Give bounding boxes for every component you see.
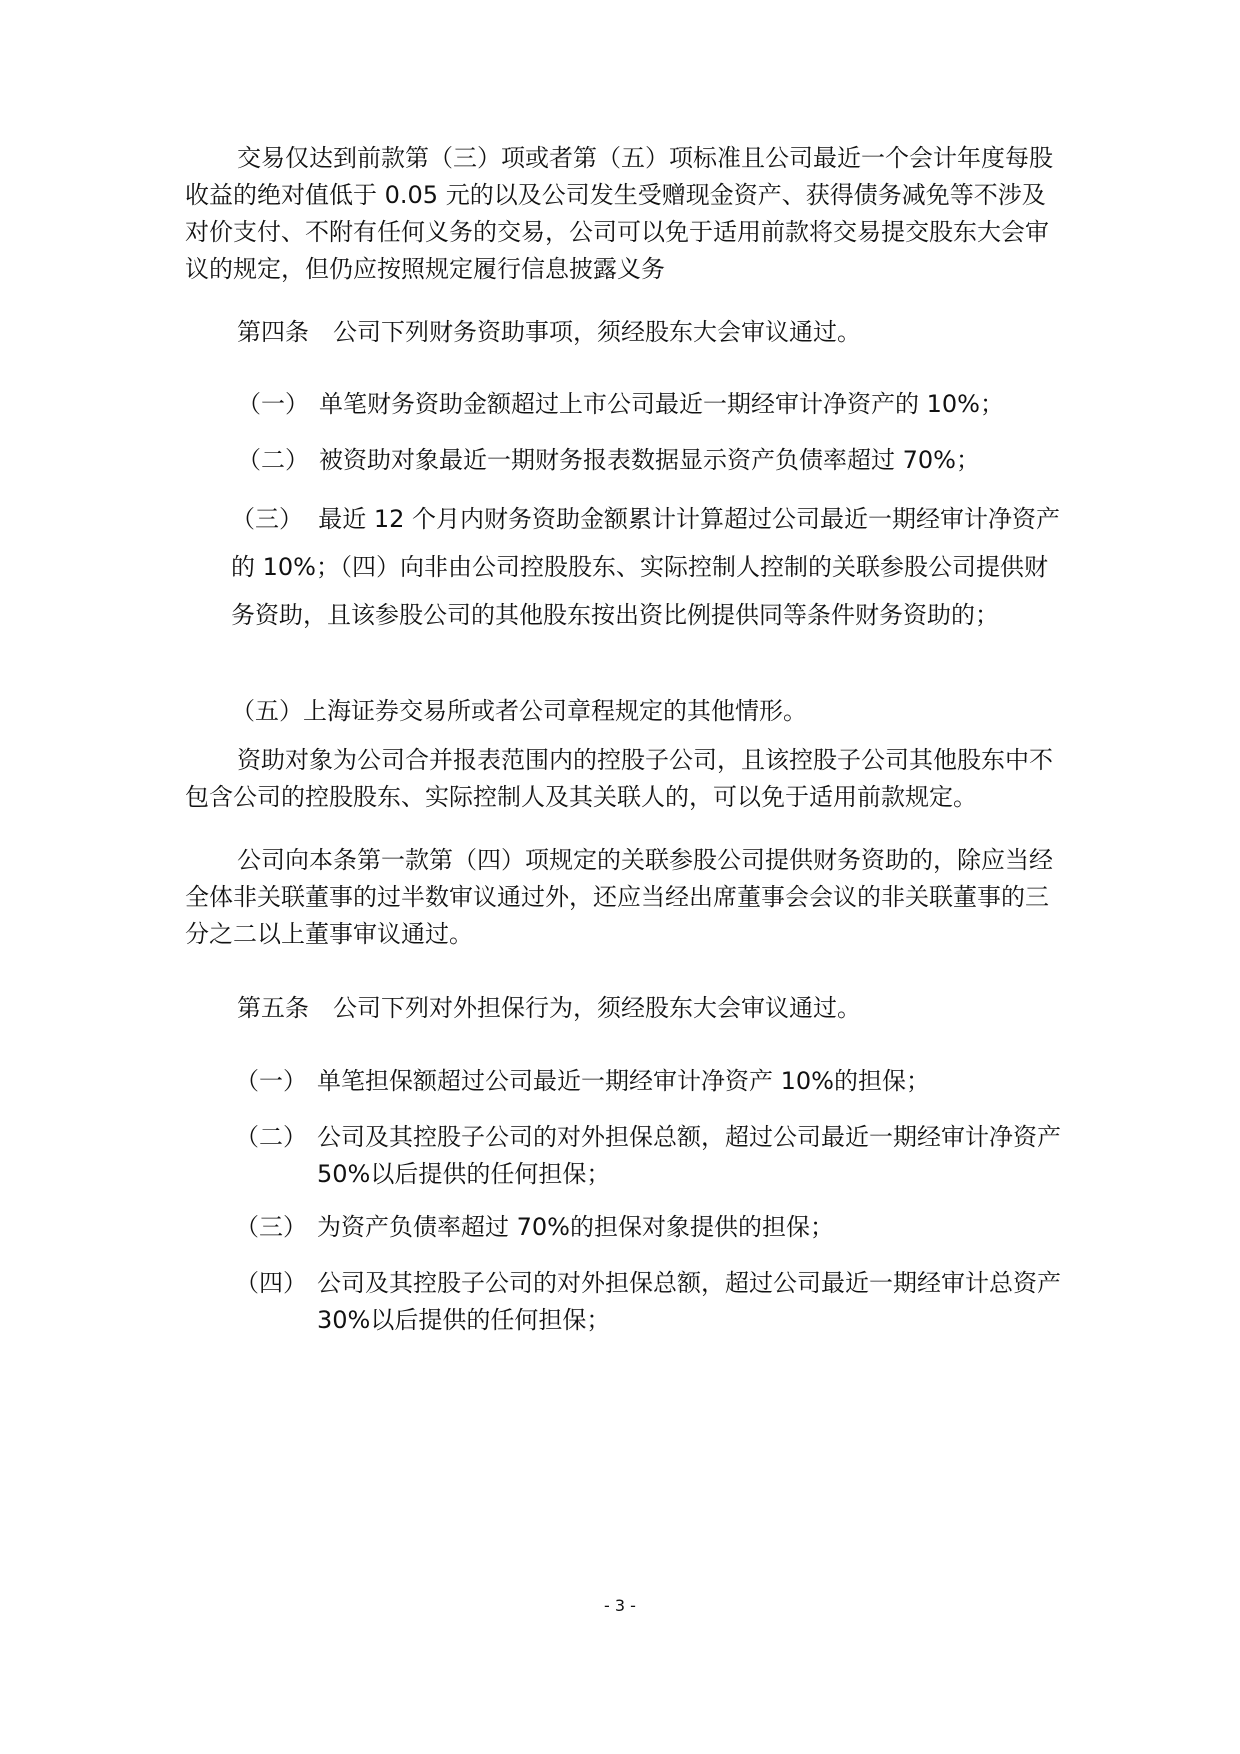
article-5-heading: 第五条 公司下列对外担保行为，须经股东大会审议通过。 <box>237 994 861 1022</box>
article-4-item-3: （三） 最近 12 个月内财务资助金额累计计算超过公司最近一期经审计净资产的 10%；（四）向非由公司控股股东、实际控制人控制的关联参股公司提供财务资助，且该参股公司的其他股东按出资比例提供同等条件财务资助的； <box>231 505 1061 629</box>
article-4-item-5: （五）上海证券交易所或者公司章程规定的其他情形。 <box>231 697 807 725</box>
article-5-item-2: （二） 公司及其控股子公司的对外担保总额，超过公司最近一期经审计净资产 50%以后提供的任何担保； <box>235 1123 1061 1188</box>
article-5-item-1: （一） 单笔担保额超过公司最近一期经审计净资产 10%的担保； <box>235 1067 930 1095</box>
paragraph-related-party-approval: 公司向本条第一款第（四）项规定的关联参股公司提供财务资助的，除应当经全体非关联董事的过半数审议通过外，还应当经出席董事会会议的非关联董事的三分之二以上董事审议通过。 <box>185 846 1053 948</box>
article-4-heading: 第四条 公司下列财务资助事项，须经股东大会审议通过。 <box>237 318 861 346</box>
article-5-item-4: （四） 公司及其控股子公司的对外担保总额，超过公司最近一期经审计总资产 30%以后提供的任何担保； <box>235 1269 1061 1334</box>
article-4-item-2: （二） 被资助对象最近一期财务报表数据显示资产负债率超过 70%； <box>237 446 980 474</box>
paragraph-transaction-exemption: 交易仅达到前款第（三）项或者第（五）项标准且公司最近一个会计年度每股收益的绝对值低于 0.05 元的以及公司发生受赠现金资产、获得债务减免等不涉及对价支付、不附有任何义务的交易，公司可以免于适用前款将交易提交股东大会审议的规定，但仍应按照规定履行信息披露义务 <box>185 144 1053 283</box>
paragraph-subsidiary-exemption: 资助对象为公司合并报表范围内的控股子公司，且该控股子公司其他股东中不包含公司的控股股东、实际控制人及其关联人的，可以免于适用前款规定。 <box>185 746 1053 811</box>
article-5-item-3: （三） 为资产负债率超过 70%的担保对象提供的担保； <box>235 1213 834 1241</box>
article-4-item-1: （一） 单笔财务资助金额超过上市公司最近一期经审计净资产的 10%； <box>237 390 1004 418</box>
page-number: - 3 - <box>604 1596 636 1615</box>
